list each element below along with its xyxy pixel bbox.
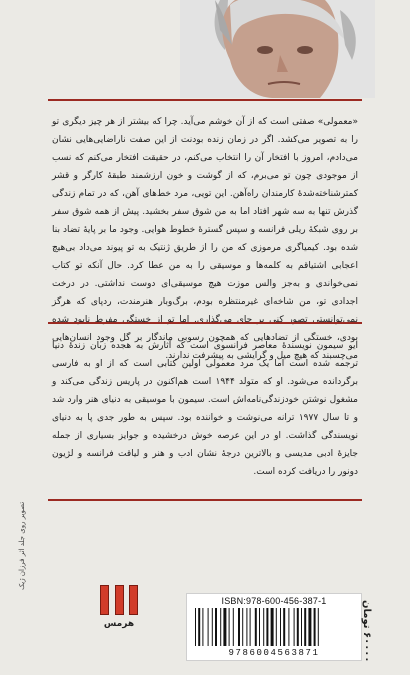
cover-credit-caption: تصویر روی جلد اثر فرزان ژیک bbox=[18, 501, 26, 590]
publisher-name: هرمس bbox=[103, 619, 135, 629]
barcode-bars-icon bbox=[195, 608, 355, 648]
author-bio-paragraph: ایو سیمون نویسندهٔ معاصر فرانسوی است که آثارش به هجده زبان زندهٔ دنیا ترجمه شده است اما یک مرد معمولی اولین کتابی است که از او به فارسی برگردانده می‌شود. او که متولد ۱۹۴۴ است هم‌اکنون در پاریس زندگی می‌کند و مشغول نوشتن خودزندگی‌نامه‌اش است. سیمون با موسیقی به دنیای هنر وارد شد و تا سال ۱۹۷۷ ترانه می‌نوشت و خواننده بود. سپس به طور جدی پا به دنیای نویسندگی گذاشت. او در این عرصه خوش درخشیده و جوایز بسیاری از جمله جایزهٔ ادبی مدیسی و بالاترین درجهٔ نشان ادب و هنر و لیاقت فرانسه و لژیون دونور را دریافت کرده است. bbox=[52, 341, 359, 477]
publisher-logo bbox=[100, 585, 138, 643]
excerpt-paragraph: «معمولی» صفتی است که از آن خوشم می‌آید. چرا که بیشتر از هر چیز دیگری تو را به تصویر می‌کشد. اگر در زمان زنده بودنت از این صفت ناراضایی‌هایی نشان می‌دادم، امروز با افتخار آن را انتخاب می‌کنم، در حقیقت افتخار می‌کنم که نسب از موجودی چون تو می‌برم، که از گوشت و خون ارزشمند طبقهٔ کارگر و قشر کمترشناخته‌شدهٔ کارمندان راه‌آهن. این تویی، مرد خط‌های آهن، که در تمام زندگی گذرش تنها به سه شهر افتاد اما به من شوق سفر بخشید. پیش از همه شوق سفر بر روی شبکهٔ ریلی فرانسه و سپس گسترهٔ خطوط هوایی. وجود ما بر پایهٔ تضاد بنا شده بود. کیمیاگری مرموزی که من را از طریق ژنتیک به تو پیوند می‌داد بی‌هیچ اعجابی اشتیاقم به کلمه‌ها و موسیقی را به من عطا کرد. حال آنکه تو کتاب نمی‌خواندی و به‌جز والس موزت هیچ موسیقی‌ای دوست نداشتی. در درخت اجدادی تو، من شاخه‌ای غیرمنتظره بودم، برگ‌وبار هنرمندت، ردپای که هرگز نمی‌توانستی تصور کنی بر جای می‌گذاری. اما تو از خستگی مفرط نابود شده بودی، خستگی از تضادهایی که همچون رسوبی ماندگار بر گل وجود انسان‌هایی می‌چسبند که هیچ میل و گرایشی به پیشرفت ندارند. bbox=[52, 117, 358, 361]
top-divider bbox=[48, 99, 362, 101]
bottom-divider bbox=[48, 499, 362, 501]
author-photo bbox=[180, 0, 375, 98]
barcode-digits: 9786004563871 bbox=[228, 648, 320, 658]
barcode bbox=[186, 593, 362, 661]
logo-mark-icon bbox=[100, 585, 138, 615]
author-portrait-image bbox=[180, 0, 375, 98]
isbn-label: ISBN:978-600-456-387-1 bbox=[221, 596, 327, 606]
middle-divider bbox=[48, 322, 362, 324]
price-label: ۶۰۰۰۰ تومان bbox=[361, 600, 372, 663]
